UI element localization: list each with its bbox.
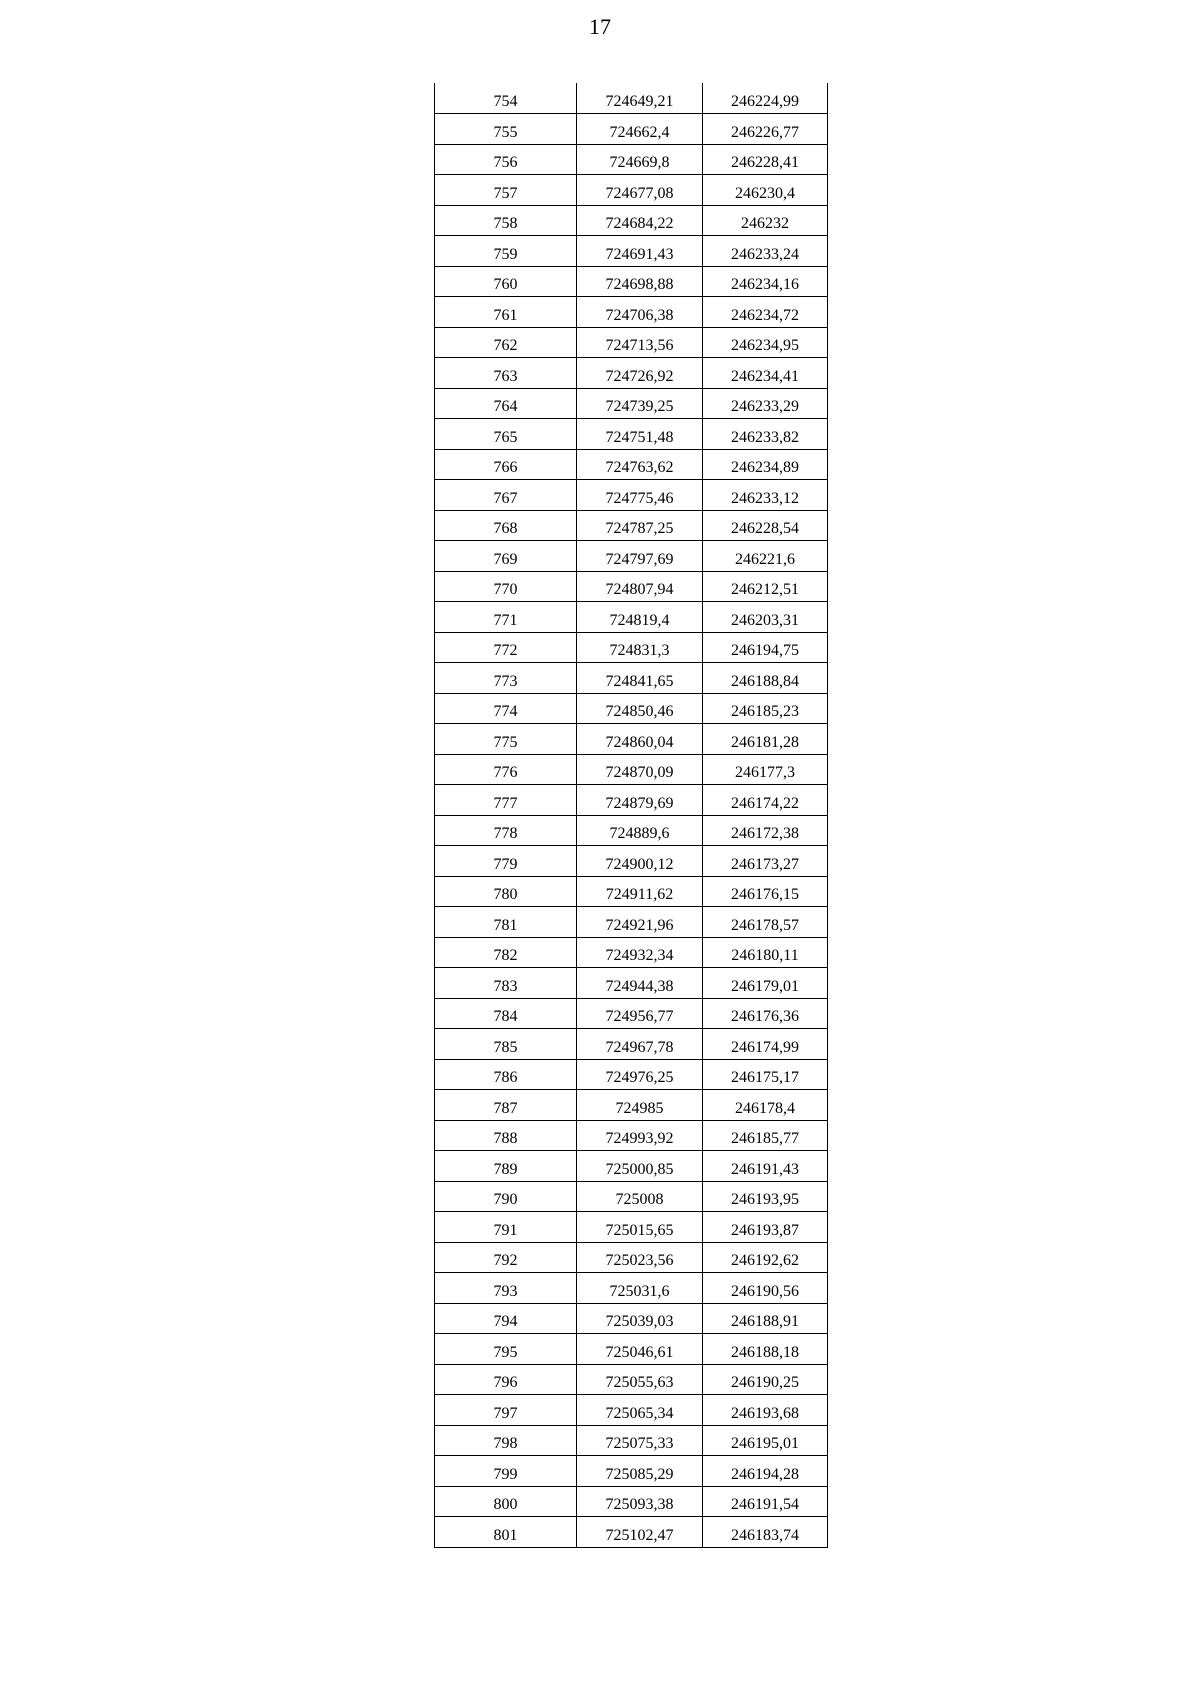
point-number-cell: 797 <box>435 1395 577 1426</box>
point-number-cell: 799 <box>435 1456 577 1487</box>
point-number-cell: 755 <box>435 114 577 145</box>
x-coordinate-cell: 724698,88 <box>577 266 703 297</box>
x-coordinate-cell: 725085,29 <box>577 1456 703 1487</box>
point-number-cell: 798 <box>435 1425 577 1456</box>
y-coordinate-cell: 246230,4 <box>703 175 828 206</box>
y-coordinate-cell: 246234,95 <box>703 327 828 358</box>
y-coordinate-cell: 246233,12 <box>703 480 828 511</box>
table-row <box>435 937 828 968</box>
y-coordinate-cell: 246180,11 <box>703 937 828 968</box>
y-coordinate-cell: 246193,87 <box>703 1212 828 1243</box>
y-coordinate-cell: 246181,28 <box>703 724 828 755</box>
y-coordinate-cell: 246233,29 <box>703 388 828 419</box>
point-number-cell: 771 <box>435 602 577 633</box>
table-row <box>435 1364 828 1395</box>
point-number-cell: 773 <box>435 663 577 694</box>
x-coordinate-cell: 724706,38 <box>577 297 703 328</box>
x-coordinate-cell: 724775,46 <box>577 480 703 511</box>
table-row <box>435 1456 828 1487</box>
point-number-cell: 760 <box>435 266 577 297</box>
x-coordinate-cell: 724870,09 <box>577 754 703 785</box>
coordinates-table <box>434 83 828 1548</box>
y-coordinate-cell: 246228,54 <box>703 510 828 541</box>
y-coordinate-cell: 246221,6 <box>703 541 828 572</box>
table-row <box>435 1486 828 1517</box>
point-number-cell: 793 <box>435 1273 577 1304</box>
table-row <box>435 327 828 358</box>
table-row <box>435 602 828 633</box>
x-coordinate-cell: 724967,78 <box>577 1029 703 1060</box>
x-coordinate-cell: 725102,47 <box>577 1517 703 1548</box>
table-row <box>435 1303 828 1334</box>
table-row <box>435 1425 828 1456</box>
point-number-cell: 782 <box>435 937 577 968</box>
x-coordinate-cell: 724677,08 <box>577 175 703 206</box>
x-coordinate-cell: 725023,56 <box>577 1242 703 1273</box>
y-coordinate-cell: 246234,41 <box>703 358 828 389</box>
y-coordinate-cell: 246190,25 <box>703 1364 828 1395</box>
point-number-cell: 792 <box>435 1242 577 1273</box>
y-coordinate-cell: 246174,99 <box>703 1029 828 1060</box>
point-number-cell: 781 <box>435 907 577 938</box>
point-number-cell: 763 <box>435 358 577 389</box>
x-coordinate-cell: 724993,92 <box>577 1120 703 1151</box>
point-number-cell: 767 <box>435 480 577 511</box>
point-number-cell: 796 <box>435 1364 577 1395</box>
table-row <box>435 175 828 206</box>
y-coordinate-cell: 246212,51 <box>703 571 828 602</box>
x-coordinate-cell: 725015,65 <box>577 1212 703 1243</box>
x-coordinate-cell: 724944,38 <box>577 968 703 999</box>
point-number-cell: 791 <box>435 1212 577 1243</box>
table-row <box>435 998 828 1029</box>
table-row <box>435 510 828 541</box>
table-row <box>435 1242 828 1273</box>
point-number-cell: 769 <box>435 541 577 572</box>
y-coordinate-cell: 246188,91 <box>703 1303 828 1334</box>
point-number-cell: 783 <box>435 968 577 999</box>
y-coordinate-cell: 246195,01 <box>703 1425 828 1456</box>
x-coordinate-cell: 724763,62 <box>577 449 703 480</box>
y-coordinate-cell: 246178,57 <box>703 907 828 938</box>
x-coordinate-cell: 725055,63 <box>577 1364 703 1395</box>
y-coordinate-cell: 246234,16 <box>703 266 828 297</box>
x-coordinate-cell: 724831,3 <box>577 632 703 663</box>
table-row <box>435 1120 828 1151</box>
table-row <box>435 846 828 877</box>
table-row <box>435 907 828 938</box>
y-coordinate-cell: 246232 <box>703 205 828 236</box>
table-row <box>435 297 828 328</box>
point-number-cell: 775 <box>435 724 577 755</box>
table-row <box>435 724 828 755</box>
table-row <box>435 571 828 602</box>
point-number-cell: 766 <box>435 449 577 480</box>
x-coordinate-cell: 725039,03 <box>577 1303 703 1334</box>
x-coordinate-cell: 725008 <box>577 1181 703 1212</box>
y-coordinate-cell: 246194,75 <box>703 632 828 663</box>
point-number-cell: 776 <box>435 754 577 785</box>
point-number-cell: 756 <box>435 144 577 175</box>
table-row <box>435 1151 828 1182</box>
y-coordinate-cell: 246174,22 <box>703 785 828 816</box>
y-coordinate-cell: 246176,15 <box>703 876 828 907</box>
x-coordinate-cell: 724739,25 <box>577 388 703 419</box>
y-coordinate-cell: 246234,89 <box>703 449 828 480</box>
x-coordinate-cell: 724807,94 <box>577 571 703 602</box>
table-row <box>435 1334 828 1365</box>
y-coordinate-cell: 246188,18 <box>703 1334 828 1365</box>
point-number-cell: 795 <box>435 1334 577 1365</box>
y-coordinate-cell: 246190,56 <box>703 1273 828 1304</box>
table-row <box>435 83 828 114</box>
table-row <box>435 480 828 511</box>
table-row <box>435 968 828 999</box>
table-row <box>435 754 828 785</box>
x-coordinate-cell: 724900,12 <box>577 846 703 877</box>
y-coordinate-cell: 246226,77 <box>703 114 828 145</box>
y-coordinate-cell: 246193,95 <box>703 1181 828 1212</box>
y-coordinate-cell: 246183,74 <box>703 1517 828 1548</box>
x-coordinate-cell: 724976,25 <box>577 1059 703 1090</box>
x-coordinate-cell: 724662,4 <box>577 114 703 145</box>
table-row <box>435 693 828 724</box>
x-coordinate-cell: 724819,4 <box>577 602 703 633</box>
y-coordinate-cell: 246191,43 <box>703 1151 828 1182</box>
table-row <box>435 358 828 389</box>
y-coordinate-cell: 246191,54 <box>703 1486 828 1517</box>
table-row <box>435 1181 828 1212</box>
x-coordinate-cell: 725065,34 <box>577 1395 703 1426</box>
point-number-cell: 761 <box>435 297 577 328</box>
table-row <box>435 815 828 846</box>
y-coordinate-cell: 246203,31 <box>703 602 828 633</box>
x-coordinate-cell: 724713,56 <box>577 327 703 358</box>
point-number-cell: 789 <box>435 1151 577 1182</box>
x-coordinate-cell: 724797,69 <box>577 541 703 572</box>
y-coordinate-cell: 246194,28 <box>703 1456 828 1487</box>
y-coordinate-cell: 246193,68 <box>703 1395 828 1426</box>
table-row <box>435 1273 828 1304</box>
x-coordinate-cell: 724932,34 <box>577 937 703 968</box>
point-number-cell: 787 <box>435 1090 577 1121</box>
x-coordinate-cell: 725046,61 <box>577 1334 703 1365</box>
table-row <box>435 266 828 297</box>
point-number-cell: 780 <box>435 876 577 907</box>
table-row <box>435 1212 828 1243</box>
table-row <box>435 1090 828 1121</box>
table-row <box>435 236 828 267</box>
y-coordinate-cell: 246228,41 <box>703 144 828 175</box>
point-number-cell: 768 <box>435 510 577 541</box>
x-coordinate-cell: 724879,69 <box>577 785 703 816</box>
page-number: 17 <box>589 14 611 39</box>
x-coordinate-cell: 725031,6 <box>577 1273 703 1304</box>
point-number-cell: 772 <box>435 632 577 663</box>
point-number-cell: 784 <box>435 998 577 1029</box>
x-coordinate-cell: 724787,25 <box>577 510 703 541</box>
x-coordinate-cell: 724921,96 <box>577 907 703 938</box>
table-row <box>435 785 828 816</box>
table-row <box>435 1395 828 1426</box>
x-coordinate-cell: 724691,43 <box>577 236 703 267</box>
point-number-cell: 790 <box>435 1181 577 1212</box>
x-coordinate-cell: 724684,22 <box>577 205 703 236</box>
point-number-cell: 757 <box>435 175 577 206</box>
table-row <box>435 1517 828 1548</box>
y-coordinate-cell: 246172,38 <box>703 815 828 846</box>
point-number-cell: 754 <box>435 83 577 114</box>
y-coordinate-cell: 246178,4 <box>703 1090 828 1121</box>
x-coordinate-cell: 724850,46 <box>577 693 703 724</box>
x-coordinate-cell: 724985 <box>577 1090 703 1121</box>
y-coordinate-cell: 246188,84 <box>703 663 828 694</box>
table-row <box>435 1029 828 1060</box>
y-coordinate-cell: 246175,17 <box>703 1059 828 1090</box>
x-coordinate-cell: 724726,92 <box>577 358 703 389</box>
point-number-cell: 800 <box>435 1486 577 1517</box>
point-number-cell: 765 <box>435 419 577 450</box>
table-row <box>435 114 828 145</box>
table-row <box>435 205 828 236</box>
x-coordinate-cell: 724649,21 <box>577 83 703 114</box>
point-number-cell: 759 <box>435 236 577 267</box>
x-coordinate-cell: 725000,85 <box>577 1151 703 1182</box>
point-number-cell: 794 <box>435 1303 577 1334</box>
y-coordinate-cell: 246179,01 <box>703 968 828 999</box>
y-coordinate-cell: 246173,27 <box>703 846 828 877</box>
table-row <box>435 144 828 175</box>
point-number-cell: 764 <box>435 388 577 419</box>
y-coordinate-cell: 246192,62 <box>703 1242 828 1273</box>
table-row <box>435 449 828 480</box>
point-number-cell: 778 <box>435 815 577 846</box>
table-row <box>435 388 828 419</box>
y-coordinate-cell: 246233,82 <box>703 419 828 450</box>
point-number-cell: 758 <box>435 205 577 236</box>
y-coordinate-cell: 246177,3 <box>703 754 828 785</box>
table-row <box>435 419 828 450</box>
y-coordinate-cell: 246185,77 <box>703 1120 828 1151</box>
point-number-cell: 777 <box>435 785 577 816</box>
point-number-cell: 801 <box>435 1517 577 1548</box>
x-coordinate-cell: 724841,65 <box>577 663 703 694</box>
y-coordinate-cell: 246185,23 <box>703 693 828 724</box>
table-row <box>435 1059 828 1090</box>
x-coordinate-cell: 725093,38 <box>577 1486 703 1517</box>
point-number-cell: 785 <box>435 1029 577 1060</box>
table-row <box>435 663 828 694</box>
y-coordinate-cell: 246234,72 <box>703 297 828 328</box>
table-row <box>435 632 828 663</box>
x-coordinate-cell: 725075,33 <box>577 1425 703 1456</box>
point-number-cell: 779 <box>435 846 577 877</box>
y-coordinate-cell: 246224,99 <box>703 83 828 114</box>
x-coordinate-cell: 724669,8 <box>577 144 703 175</box>
coordinates-table-body <box>435 83 828 1547</box>
x-coordinate-cell: 724956,77 <box>577 998 703 1029</box>
x-coordinate-cell: 724911,62 <box>577 876 703 907</box>
x-coordinate-cell: 724860,04 <box>577 724 703 755</box>
point-number-cell: 762 <box>435 327 577 358</box>
x-coordinate-cell: 724889,6 <box>577 815 703 846</box>
table-row <box>435 876 828 907</box>
y-coordinate-cell: 246233,24 <box>703 236 828 267</box>
point-number-cell: 788 <box>435 1120 577 1151</box>
point-number-cell: 786 <box>435 1059 577 1090</box>
y-coordinate-cell: 246176,36 <box>703 998 828 1029</box>
point-number-cell: 774 <box>435 693 577 724</box>
x-coordinate-cell: 724751,48 <box>577 419 703 450</box>
table-row <box>435 541 828 572</box>
point-number-cell: 770 <box>435 571 577 602</box>
